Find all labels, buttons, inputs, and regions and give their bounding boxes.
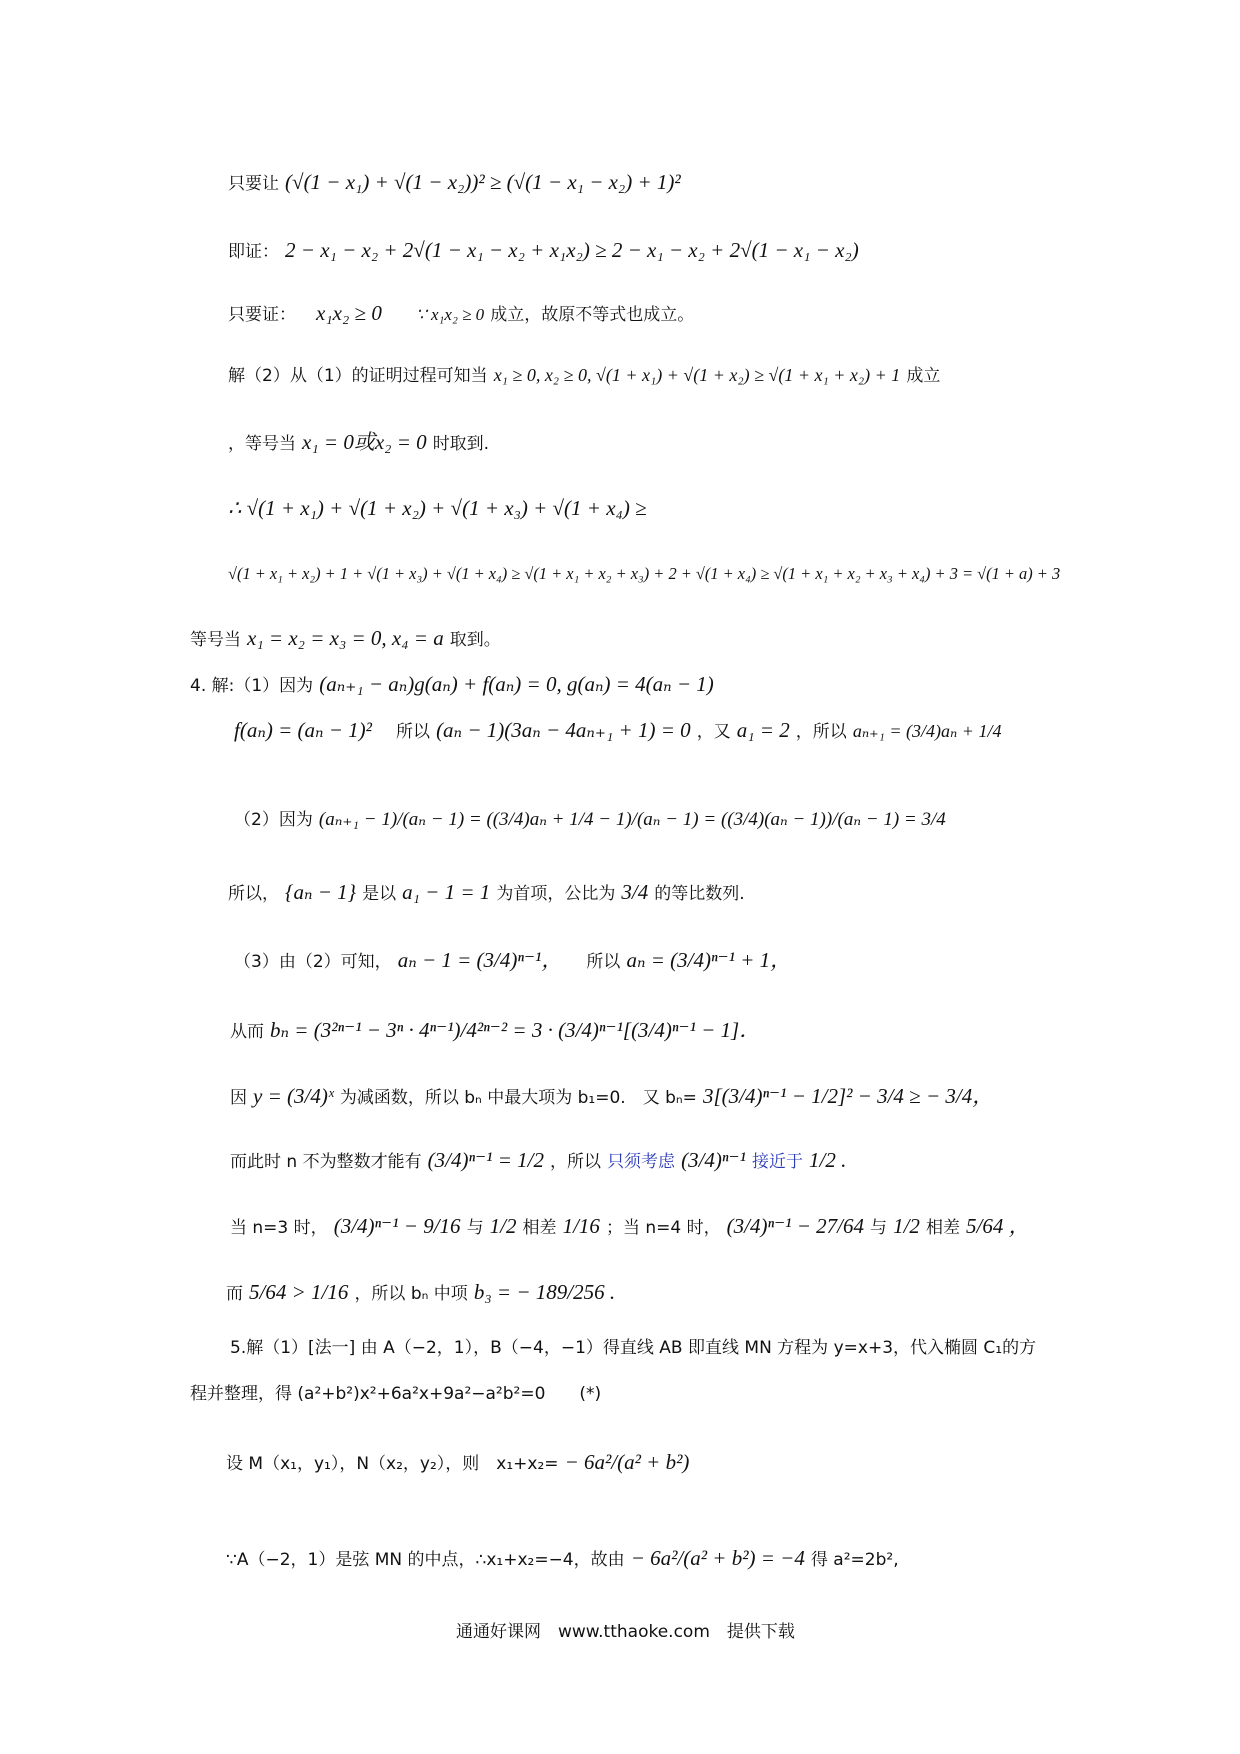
text: 当 n=3 时， — [230, 1218, 328, 1238]
formula: x₁ = x₂ = x₃ = 0, x₄ = a — [247, 626, 444, 650]
formula: b₃ = − 189/256 . — [473, 1280, 616, 1304]
problem-4-heading — [190, 672, 714, 697]
text: 为首项，公比为 — [496, 884, 616, 904]
formula: (aₙ₊₁ − 1)/(aₙ − 1) = ((3/4)aₙ + 1/4 − 1)/(aₙ − 1) = ((3/4)(aₙ − 1))/(aₙ − 1) = 3/4 — [318, 809, 946, 830]
text: 的等比数列. — [654, 884, 745, 904]
text: 成立 — [906, 366, 941, 386]
formula: bₙ = (3²ⁿ⁻¹ − 3ⁿ · 4ⁿ⁻¹)/4²ⁿ⁻² = 3 · (3/4)ⁿ⁻¹[(3/4)ⁿ⁻¹ − 1]． — [270, 1018, 761, 1042]
formula: x₁x₂ ≥ 0 — [316, 301, 382, 325]
page-footer: 通通好课网 www.tthaoke.com 提供下载 — [456, 1622, 795, 1642]
problem-4-part-3 — [234, 948, 791, 973]
text: （3）由（2）可知， — [234, 952, 392, 972]
proof-line-7 — [228, 562, 1060, 585]
formula: (aₙ₊₁ − aₙ)g(aₙ) + f(aₙ) = 0, g(aₙ) = 4(aₙ − 1) — [319, 672, 714, 696]
text: 所以 — [396, 722, 431, 742]
formula: {aₙ − 1} — [285, 880, 357, 904]
proof-line-1 — [228, 170, 681, 195]
problem-5-sum — [226, 1450, 689, 1475]
text: 为减函数，所以 bₙ 中最大项为 b₁=0. 又 bₙ= — [339, 1088, 697, 1108]
formula: aₙ − 1 = (3/4)ⁿ⁻¹， — [397, 948, 563, 972]
text: 是以 — [362, 884, 397, 904]
text: ；当 n=4 时， — [605, 1218, 721, 1238]
formula: aₙ₊₁ = (3/4)aₙ + 1/4 — [852, 721, 1002, 741]
text: 取到。 — [449, 630, 501, 650]
text: 相差 — [522, 1218, 557, 1238]
problem-5-midpoint — [226, 1546, 899, 1571]
problem-5-heading — [230, 1336, 1036, 1359]
formula: y = (3/4)ˣ — [253, 1084, 334, 1108]
problem-4-approx — [230, 1148, 846, 1173]
text: 相差 — [925, 1218, 960, 1238]
formula: 1/2 — [893, 1214, 920, 1238]
text: 程并整理，得 (a²+b²)x²+6a²x+9a²−a²b²=0 (*) — [190, 1384, 602, 1404]
problem-4-cases — [230, 1214, 1030, 1239]
formula: f(aₙ) = (aₙ − 1)² — [234, 718, 372, 742]
proof-line-5 — [228, 430, 489, 455]
text: 所以， — [228, 884, 279, 904]
proof-line-8 — [190, 626, 501, 651]
text: 解（2）从（1）的证明过程可知当 — [228, 366, 488, 386]
formula: − 6a²/(a² + b²) = −4 — [630, 1546, 805, 1570]
text: ，所以 — [550, 1152, 602, 1172]
formula: x₁ = 0或x₂ = 0 — [302, 430, 427, 454]
formula: − 6a²/(a² + b²) — [564, 1450, 690, 1474]
highlighted-text: 接近于 — [751, 1152, 803, 1172]
text: 而 — [226, 1284, 243, 1304]
formula: x₁ ≥ 0, x₂ ≥ 0, √(1 + x₁) + √(1 + x₂) ≥ √(1 + x₁ + x₂) + 1 — [493, 365, 901, 385]
proof-line-6 — [228, 496, 647, 521]
text: ，所以 bₙ 中项 — [354, 1284, 468, 1304]
problem-4-line-2 — [234, 718, 1001, 743]
text: 因 — [230, 1088, 247, 1108]
proof-line-2 — [228, 238, 859, 263]
problem-4-answer — [226, 1280, 615, 1305]
problem-4-part-2 — [234, 808, 946, 832]
text: 只要让 — [228, 174, 279, 194]
formula: 1/2 . — [809, 1148, 847, 1172]
formula: a₁ = 2 — [736, 718, 790, 742]
text: 与 — [870, 1218, 888, 1238]
text: （2）因为 — [234, 810, 313, 830]
proof-line-3 — [228, 301, 694, 326]
formula: (√(1 − x₁) + √(1 − x₂))² ≥ (√(1 − x₁ − x₂) + 1)² — [285, 170, 681, 194]
formula: aₙ = (3/4)ⁿ⁻¹ + 1， — [626, 948, 792, 972]
text: 从而 — [230, 1022, 264, 1042]
formula: 1/2 — [489, 1214, 517, 1238]
text: 5.解（1）[法一] 由 A（−2，1），B（−4，−1）得直线 AB 即直线 MN 方程为 y=x+3，代入椭圆 C₁的方 — [230, 1338, 1037, 1358]
text: ∵A（−2，1）是弦 MN 的中点，∴x₁+x₂=−4，故由 — [226, 1550, 625, 1570]
formula: 5/64 > 1/16 — [249, 1280, 349, 1304]
formula: √(1 + x₁ + x₂) + 1 + √(1 + x₃) + √(1 + x₄) ≥ √(1 + x₁ + x₂ + x₃) + 2 + √(1 + x₄) ≥ √(1 + x₁ + x₂ + x₃ + x₄) + 3 = √(1 + a) + 3 — [228, 564, 1061, 583]
text: 时取到. — [432, 434, 490, 454]
problem-5-equation — [190, 1382, 601, 1405]
proof-line-4 — [228, 364, 940, 387]
formula: 5/64 ， — [966, 1214, 1030, 1238]
problem-4-part-2-conclusion — [228, 880, 745, 905]
text: 成立，故原不等式也成立。 — [490, 305, 695, 325]
text: 与 — [466, 1218, 484, 1238]
text: ，所以 — [795, 722, 847, 742]
formula: (3/4)ⁿ⁻¹ = 1/2 — [427, 1148, 544, 1172]
formula: (3/4)ⁿ⁻¹ − 9/16 — [333, 1214, 461, 1238]
formula: (3/4)ⁿ⁻¹ − 27/64 — [726, 1214, 864, 1238]
text: 4. 解:（1）因为 — [190, 676, 314, 696]
problem-4-monotonic — [230, 1084, 993, 1109]
formula: (aₙ − 1)(3aₙ − 4aₙ₊₁ + 1) = 0 — [436, 718, 691, 742]
formula: ∵ x₁x₂ ≥ 0 — [415, 305, 485, 324]
text: 设 M（x₁，y₁），N（x₂，y₂），则 x₁+x₂= — [226, 1454, 559, 1474]
text: 所以 — [586, 952, 621, 972]
formula: 3/4 — [621, 880, 649, 904]
formula: ∴ √(1 + x₁) + √(1 + x₂) + √(1 + x₃) + √(1 + x₄) ≥ — [228, 496, 647, 520]
text: 只要证： — [228, 305, 296, 325]
text: 而此时 n 不为整数才能有 — [230, 1152, 422, 1172]
text: 等号当 — [190, 630, 241, 650]
formula: a₁ − 1 = 1 — [402, 880, 491, 904]
formula: 1/16 — [562, 1214, 600, 1238]
highlighted-text: 只须考虑 — [607, 1152, 676, 1172]
text: ，又 — [696, 722, 731, 742]
formula: 3[(3/4)ⁿ⁻¹ − 1/2]² − 3/4 ≥ − 3/4， — [702, 1084, 994, 1108]
text: ，等号当 — [228, 434, 296, 454]
problem-4-bn-formula — [230, 1018, 760, 1043]
text: 得 a²=2b², — [810, 1550, 899, 1570]
formula: 2 − x₁ − x₂ + 2√(1 − x₁ − x₂ + x₁x₂) ≥ 2 − x₁ − x₂ + 2√(1 − x₁ − x₂) — [285, 238, 859, 262]
text: 即证： — [228, 242, 279, 262]
formula: (3/4)ⁿ⁻¹ — [681, 1148, 746, 1172]
